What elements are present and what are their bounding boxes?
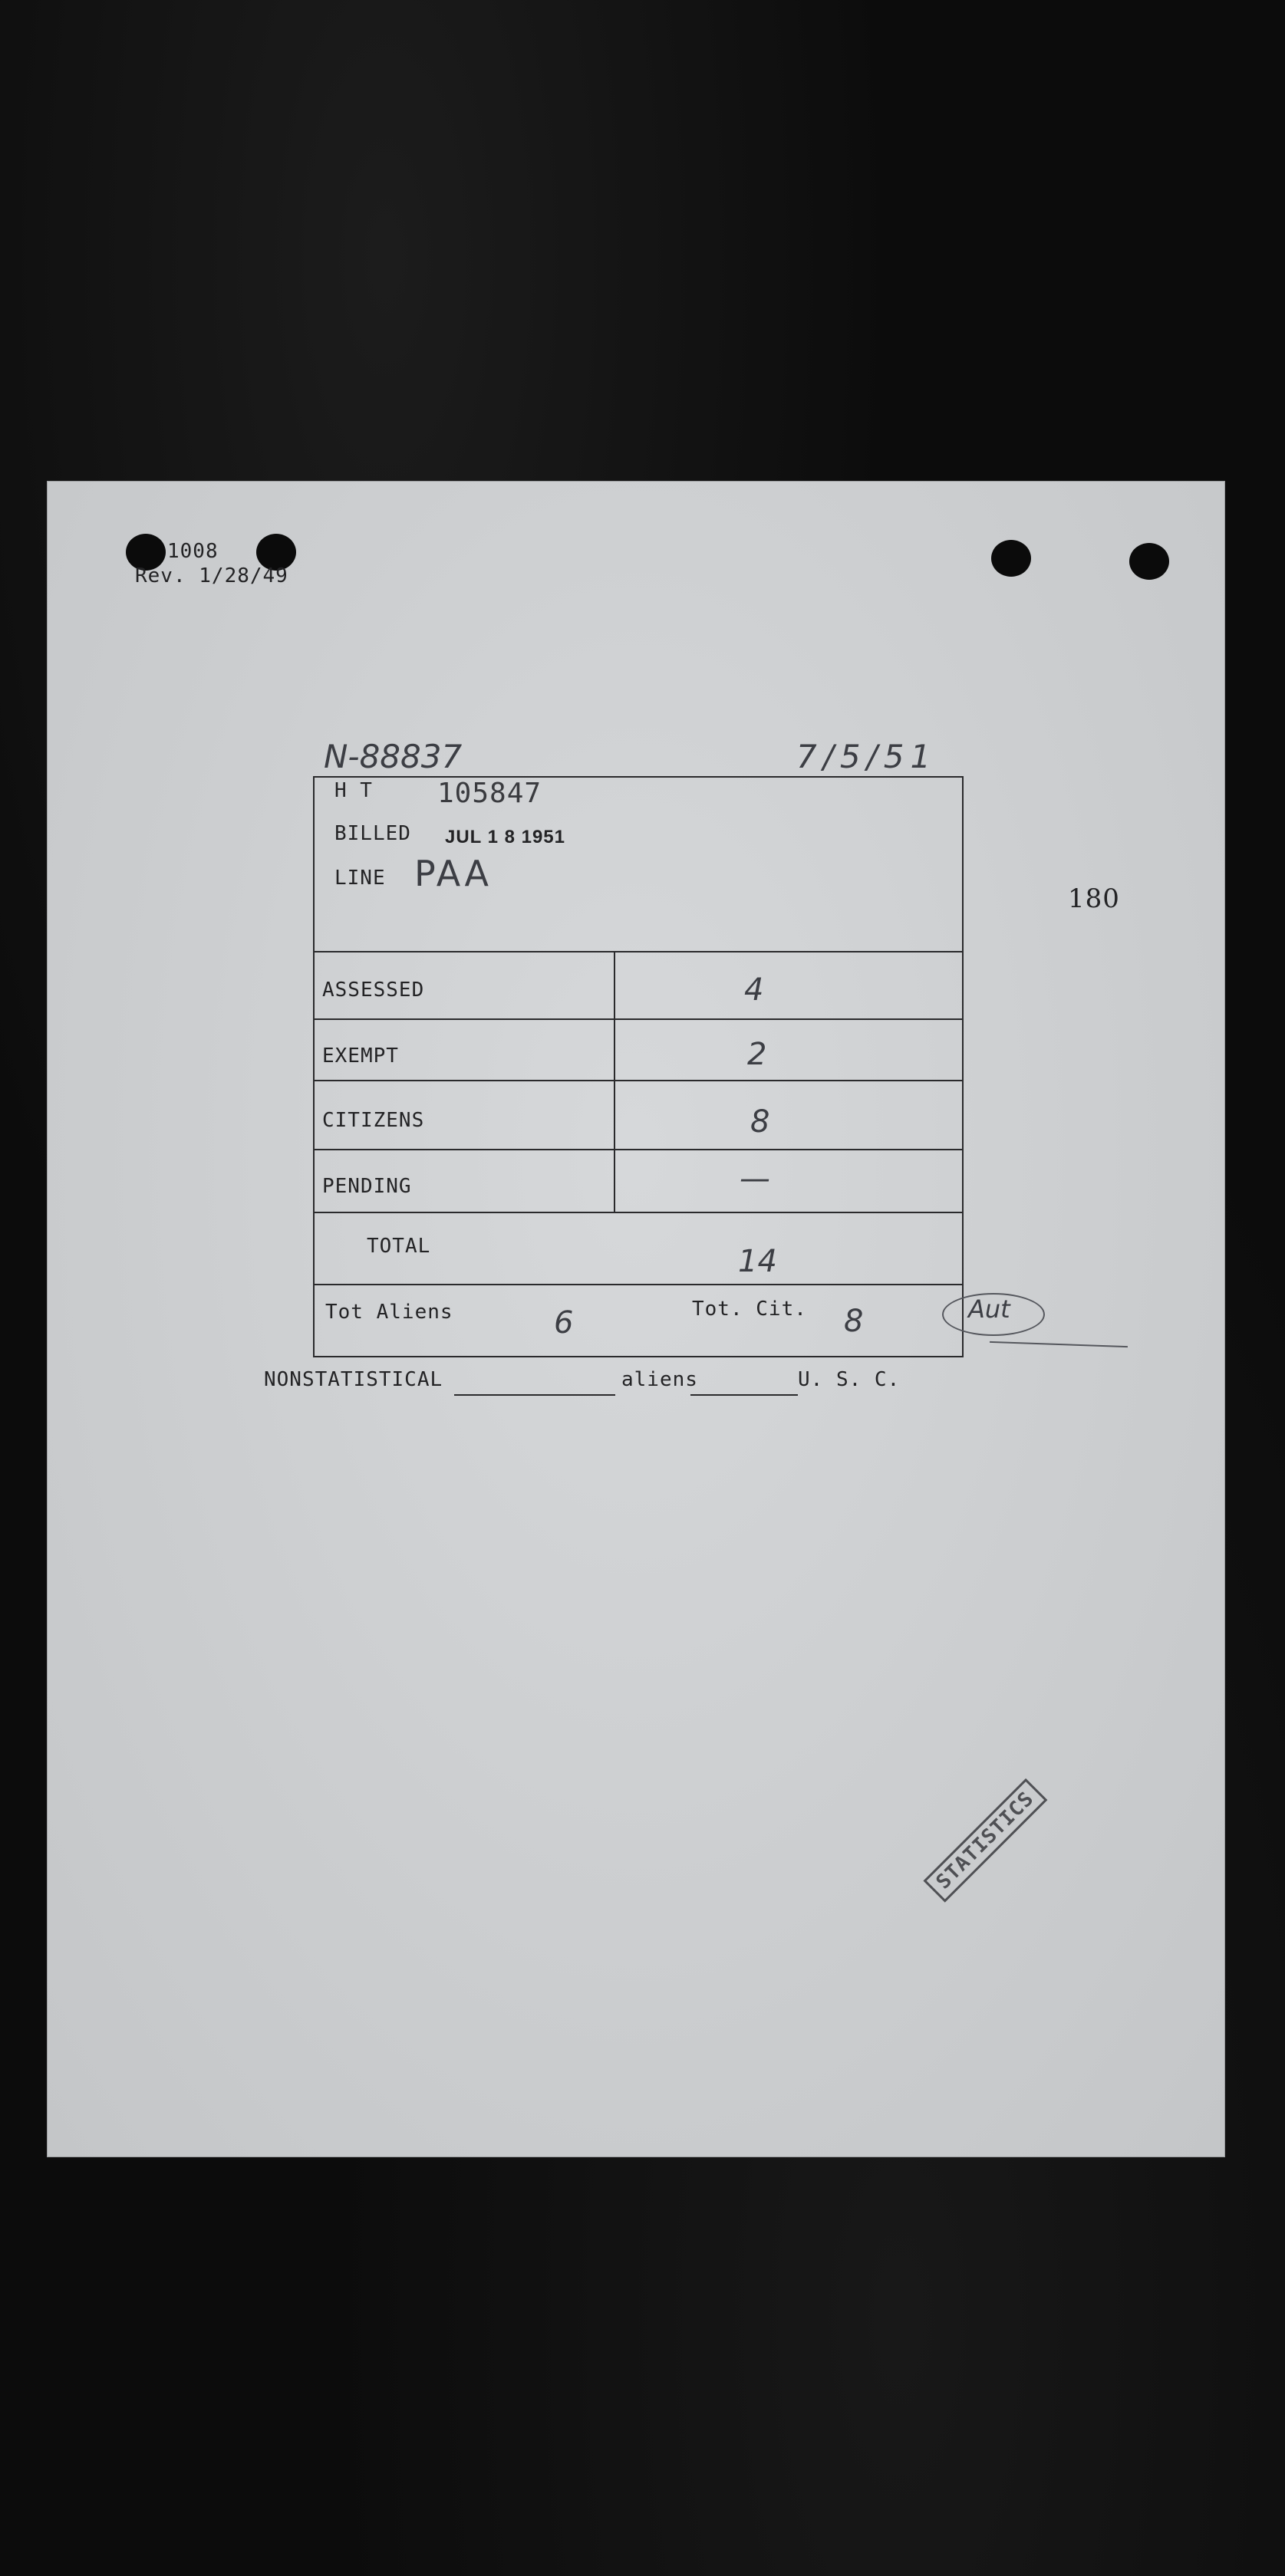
aliens-blank <box>690 1394 798 1396</box>
tot-aliens-value: 6 <box>554 1305 574 1341</box>
record-date: 7/5/51 <box>796 738 937 775</box>
statistics-stamp: STATISTICS <box>923 1778 1047 1903</box>
row-value-exempt: 2 <box>747 1037 767 1072</box>
billed-label: BILLED <box>334 822 411 845</box>
punch-hole-right-1 <box>991 540 1031 577</box>
form-revision: Rev. 1/28/49 <box>135 564 288 587</box>
punch-hole-right-2 <box>1129 543 1169 580</box>
tot-cit-label: Tot. Cit. <box>692 1298 807 1321</box>
row-value-citizens: 8 <box>750 1104 770 1140</box>
tot-aliens-label: Tot Aliens <box>325 1301 453 1324</box>
row-value-pending: — <box>740 1161 770 1196</box>
file-number: N-88837 <box>324 738 463 775</box>
total-value: 14 <box>738 1244 777 1279</box>
usc-label: U. S. C. <box>798 1368 901 1391</box>
nonstatistical-label: NONSTATISTICAL <box>264 1368 443 1391</box>
nonstatistical-blank <box>454 1394 615 1396</box>
line-value: PAA <box>414 853 493 894</box>
page-number: 180 <box>1068 883 1120 914</box>
row-label-assessed: ASSESSED <box>322 979 425 1002</box>
ht-label: H T <box>334 779 373 802</box>
aliens-label: aliens <box>621 1368 698 1391</box>
billed-date-stamp: JUL 1 8 1951 <box>445 827 565 847</box>
tot-cit-value: 8 <box>844 1304 864 1339</box>
row-label-pending: PENDING <box>322 1175 412 1198</box>
row-value-assessed: 4 <box>744 972 764 1008</box>
row-label-citizens: CITIZENS <box>322 1109 425 1132</box>
form-number: 1008 <box>167 540 219 563</box>
row-label-exempt: EXEMPT <box>322 1045 399 1068</box>
total-label: TOTAL <box>367 1235 431 1258</box>
initials: Aut <box>968 1295 1010 1324</box>
ht-number: 105847 <box>437 778 542 809</box>
line-label: LINE <box>334 867 386 890</box>
